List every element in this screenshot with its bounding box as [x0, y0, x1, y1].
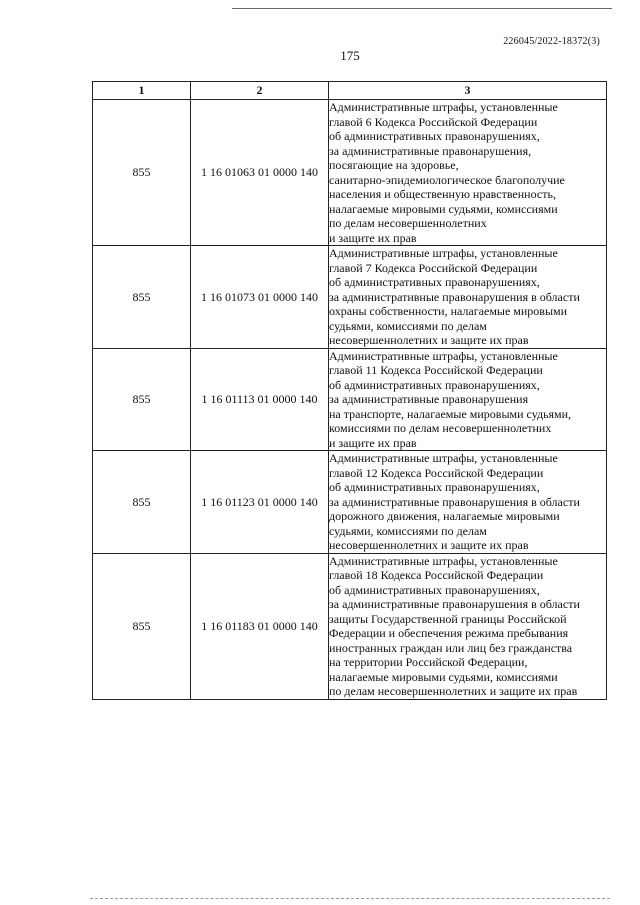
description-line: судьями, комиссиями по делам [329, 318, 487, 333]
admin-code-cell: 855 [93, 246, 191, 349]
description-line: главой 11 Кодекса Российской Федерации [329, 363, 543, 377]
description-line: охраны собственности, налагаемые мировыми [329, 304, 568, 318]
budget-code-cell: 1 16 01073 01 0000 140 [191, 246, 329, 349]
table-row [93, 246, 607, 349]
description-line: за административные правонарушения в области [329, 289, 580, 304]
description-line: Административные штрафы, установленные [329, 348, 558, 363]
description-line: защиты Государственной границы Российской [329, 611, 567, 626]
description-line: иностранных граждан или лиц без гражданства [329, 640, 573, 655]
description-cell [329, 553, 607, 699]
description-line: главой 12 Кодекса Российской Федерации [329, 465, 544, 480]
description-line: налагаемые мировыми судьями, комиссиями [329, 201, 558, 216]
description-line: налагаемые мировыми судьями, комиссиями [329, 669, 558, 684]
admin-code-cell: 855 [93, 553, 191, 699]
description-line: главой 18 Кодекса Российской Федерации [329, 568, 544, 582]
column-header-1: 1 [93, 82, 191, 100]
table-header-row [93, 82, 607, 100]
description-line: Административные штрафы, установленные [329, 451, 558, 465]
table-row [93, 100, 607, 246]
description-line: посягающие на здоровье, [329, 158, 459, 172]
description-line: Административные штрафы, установленные [329, 246, 558, 260]
table-row [93, 348, 607, 451]
column-header-2: 2 [191, 82, 329, 100]
description-line: главой 7 Кодекса Российской Федерации [329, 260, 538, 275]
description-line: на территории Российской Федерации, [329, 655, 528, 669]
description-line: санитарно-эпидемиологическое благополучие [329, 172, 565, 187]
description-line: об административных правонарушениях, [329, 480, 540, 494]
top-rule [232, 8, 612, 9]
description-line: населения и общественную нравственность, [329, 187, 556, 201]
table-row [93, 451, 607, 554]
description-line: за административные правонарушения [329, 392, 529, 406]
budget-code-cell: 1 16 01113 01 0000 140 [191, 348, 329, 451]
description-line: несовершеннолетних и защите их прав [329, 538, 529, 552]
description-cell [329, 348, 607, 451]
description-cell [329, 246, 607, 349]
description-line: несовершеннолетних и защите их прав [329, 333, 529, 347]
description-line: и защите их прав [329, 435, 417, 450]
description-line: Административные штрафы, установленные [329, 100, 558, 114]
description-line: комиссиями по делам несовершеннолетних [329, 421, 552, 435]
description-line: за административные правонарушения в области [329, 597, 580, 611]
description-line: об административных правонарушениях, [329, 377, 540, 392]
description-line: об административных правонарушениях, [329, 582, 540, 597]
description-line: за административные правонарушения, [329, 143, 532, 158]
description-cell [329, 100, 607, 246]
description-cell [329, 451, 607, 554]
admin-code-cell: 855 [93, 100, 191, 246]
bottom-rule [90, 898, 610, 899]
description-line: Административные штрафы, установленные [329, 553, 558, 568]
budget-code-cell: 1 16 01123 01 0000 140 [191, 451, 329, 554]
description-line: судьями, комиссиями по делам [329, 523, 487, 538]
description-line: Федерации и обеспечения режима пребывания [329, 626, 569, 640]
description-line: дорожного движения, налагаемые мировыми [329, 509, 560, 523]
document-number: 226045/2022-18372(3) [503, 36, 600, 47]
column-header-3: 3 [329, 82, 607, 100]
admin-code-cell: 855 [93, 348, 191, 451]
description-line: по делам несовершеннолетних и защите их прав [329, 684, 578, 698]
description-line: за административные правонарушения в области [329, 494, 580, 509]
table-body [93, 100, 607, 700]
description-line: об административных правонарушениях, [329, 275, 540, 289]
budget-code-cell: 1 16 01063 01 0000 140 [191, 100, 329, 246]
description-line: об административных правонарушениях, [329, 129, 540, 143]
fees-table [92, 81, 607, 700]
budget-code-cell: 1 16 01183 01 0000 140 [191, 553, 329, 699]
table-row [93, 553, 607, 699]
description-line: главой 6 Кодекса Российской Федерации [329, 114, 538, 129]
description-line: по делам несовершеннолетних [329, 216, 487, 230]
page-number: 175 [340, 48, 360, 63]
description-line: на транспорте, налагаемые мировыми судьями, [329, 406, 572, 421]
admin-code-cell: 855 [93, 451, 191, 554]
description-line: и защите их прав [329, 230, 417, 245]
